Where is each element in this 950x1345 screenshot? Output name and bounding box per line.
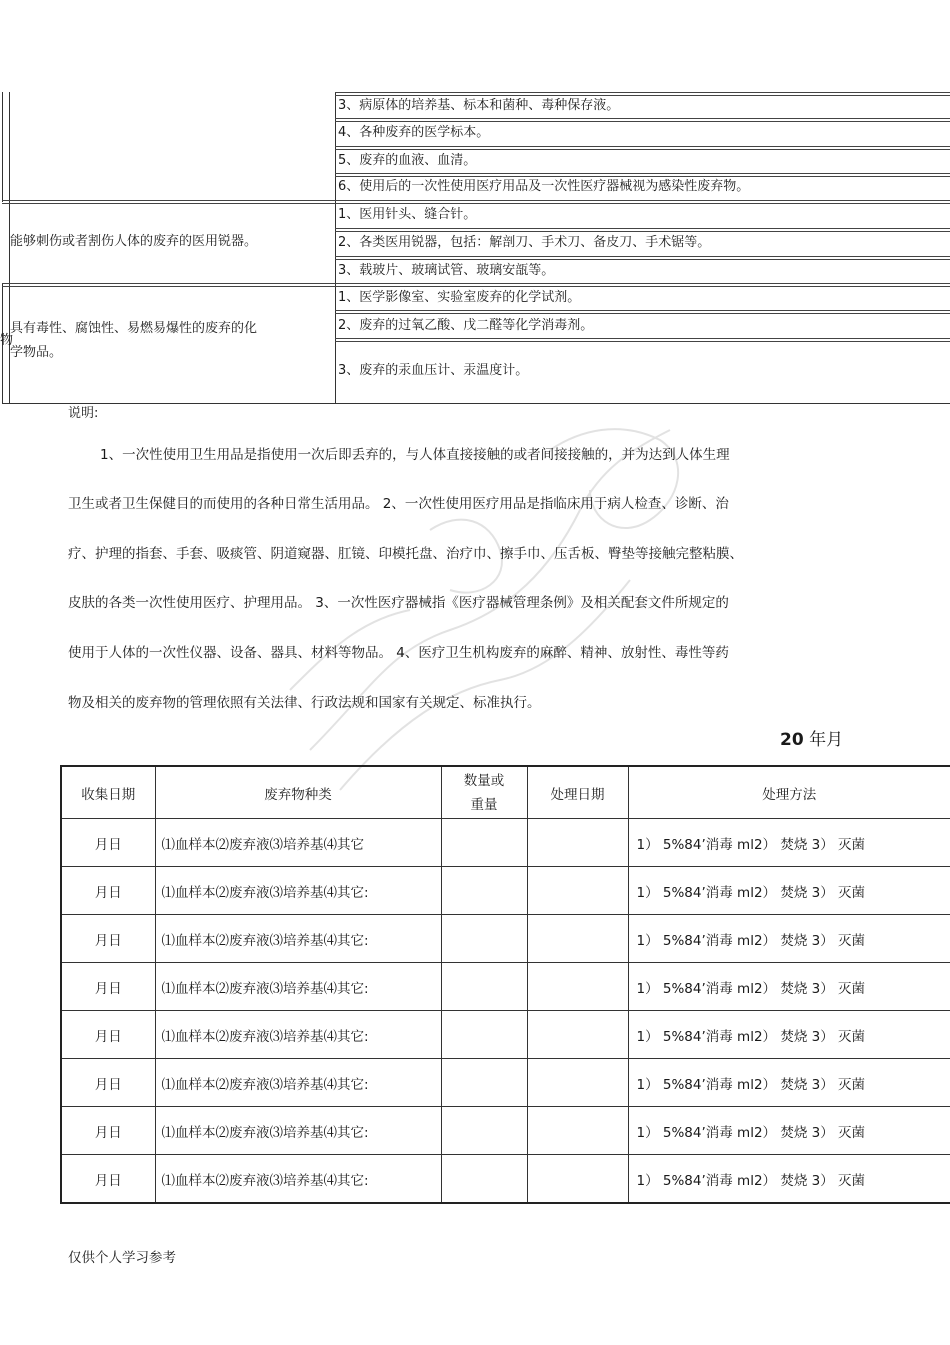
cell-waste-type: ⑴血样本⑵废弃液⑶培养基⑷其它: [155,867,441,915]
table-row [61,1011,950,1059]
cell-process-date[interactable] [527,867,628,915]
cell-process-date[interactable] [527,1011,628,1059]
cell-collect-date: 月日 [61,1107,155,1155]
cell-process-method: 1） 5%84’消毒 ml2） 焚烧 3） 灭菌 [628,1107,950,1155]
year-prefix: 20 [780,730,804,750]
cell-waste-type: ⑴血样本⑵废弃液⑶培养基⑷其它: [155,915,441,963]
header-quantity-line1: 数量或 [463,772,505,789]
cell-process-date[interactable] [527,1107,628,1155]
cell-process-date[interactable] [527,819,628,867]
header-waste-type: 废弃物种类 [155,766,441,819]
table-row [61,1155,950,1204]
cell-process-method: 1） 5%84’消毒 ml2） 焚烧 3） 灭菌 [628,963,950,1011]
cell-waste-type: ⑴血样本⑵废弃液⑶培养基⑷其它: [155,963,441,1011]
cell-waste-type: ⑴血样本⑵废弃液⑶培养基⑷其它: [155,1011,441,1059]
header-process-date: 处理日期 [527,766,628,819]
cell-quantity[interactable] [441,819,527,867]
cell-process-date[interactable] [527,963,628,1011]
note-line: 卫生或者卫生保健目的而使用的各种日常生活用品。 2、一次性使用医疗用品是指临床用于病人检查、诊断、治 [68,496,729,512]
cell-process-method: 1） 5%84’消毒 ml2） 焚烧 3） 灭菌 [628,819,950,867]
table-row [61,1059,950,1107]
cell-process-method: 1） 5%84’消毒 ml2） 焚烧 3） 灭菌 [628,1011,950,1059]
footer-note: 仅供个人学习参考 [68,1250,176,1266]
cell-process-method: 1） 5%84’消毒 ml2） 焚烧 3） 灭菌 [628,867,950,915]
cell-process-date[interactable] [527,1155,628,1204]
group2-item-2: 2、各类医用锐器，包括：解剖刀、手术刀、备皮刀、手术锯等。 [338,235,711,250]
group1-item-4: 4、各种废弃的医学标本。 [338,125,490,140]
group1-item-5: 5、废弃的血液、血清。 [338,153,477,168]
cell-quantity[interactable] [441,915,527,963]
cell-collect-date: 月日 [61,867,155,915]
cell-waste-type: ⑴血样本⑵废弃液⑶培养基⑷其它: [155,1107,441,1155]
cell-collect-date: 月日 [61,819,155,867]
cell-quantity[interactable] [441,1011,527,1059]
cell-quantity[interactable] [441,963,527,1011]
sharps-description: 能够刺伤或者割伤人体的废弃的医用锐器。 [10,234,258,249]
chemical-description-line1: 具有毒性、腐蚀性、易燃易爆性的废弃的化 [10,321,258,336]
chemical-side-char: 物 [0,333,14,348]
group2-item-1: 1、医用针头、缝合针。 [338,207,477,222]
year-month-header [780,729,843,751]
cell-process-date[interactable] [527,915,628,963]
group2-item-3: 3、载玻片、玻璃试管、玻璃安瓿等。 [338,263,555,278]
year-month-suffix: 年月 [803,730,844,750]
header-process-method: 处理方法 [628,766,950,819]
table-header-row [61,766,950,819]
group3-item-1: 1、医学影像室、实验室废弃的化学试剂。 [338,290,581,305]
cell-process-date[interactable] [527,1059,628,1107]
group1-item-3: 3、病原体的培养基、标本和菌种、毒种保存液。 [338,98,620,113]
header-quantity [441,766,527,819]
table-row [61,1107,950,1155]
cell-collect-date: 月日 [61,1011,155,1059]
cell-waste-type: ⑴血样本⑵废弃液⑶培养基⑷其它: [155,1059,441,1107]
cell-collect-date: 月日 [61,963,155,1011]
header-quantity-line2: 重量 [470,796,498,813]
cell-quantity[interactable] [441,1155,527,1204]
cell-process-method: 1） 5%84’消毒 ml2） 焚烧 3） 灭菌 [628,915,950,963]
cell-process-method: 1） 5%84’消毒 ml2） 焚烧 3） 灭菌 [628,1059,950,1107]
table-row [61,963,950,1011]
note-line: 1、一次性使用卫生用品是指使用一次后即丢弃的，与人体直接接触的或者间接接触的，并为达到人体生理 [100,447,730,463]
group3-item-2: 2、废弃的过氧乙酸、戊二醛等化学消毒剂。 [338,318,594,333]
group3-item-3: 3、废弃的汞血压计、汞温度计。 [338,363,529,378]
header-collect-date: 收集日期 [61,766,155,819]
note-line: 物及相关的废弃物的管理依照有关法律、行政法规和国家有关规定、标准执行。 [68,695,541,711]
note-line: 皮肤的各类一次性使用医疗、护理用品。 3、一次性医疗器械指《医疗器械管理条例》及相关配套文件所规定的 [68,595,729,611]
chemical-description-line2: 学物品。 [10,345,63,360]
cell-collect-date: 月日 [61,1155,155,1204]
cell-waste-type: ⑴血样本⑵废弃液⑶培养基⑷其它: [155,1155,441,1204]
cell-quantity[interactable] [441,867,527,915]
note-line: 疗、护理的指套、手套、吸痰管、阴道窥器、肛镜、印模托盘、治疗巾、擦手巾、压舌板、臀垫等接触完整粘膜、 [68,546,743,562]
cell-collect-date: 月日 [61,915,155,963]
group1-item-6: 6、使用后的一次性使用医疗用品及一次性医疗器械视为感染性废弃物。 [338,179,750,194]
cell-process-method: 1） 5%84’消毒 ml2） 焚烧 3） 灭菌 [628,1155,950,1204]
waste-record-table [60,765,950,1204]
notes-heading: 说明: [68,406,99,421]
cell-quantity[interactable] [441,1059,527,1107]
cell-quantity[interactable] [441,1107,527,1155]
note-line: 使用于人体的一次性仪器、设备、器具、材料等物品。 4、医疗卫生机构废弃的麻醉、精神、放射性、毒性等药 [68,645,729,661]
cell-collect-date: 月日 [61,1059,155,1107]
table-row [61,915,950,963]
cell-waste-type: ⑴血样本⑵废弃液⑶培养基⑷其它 [155,819,441,867]
table-row [61,819,950,867]
table-row [61,867,950,915]
